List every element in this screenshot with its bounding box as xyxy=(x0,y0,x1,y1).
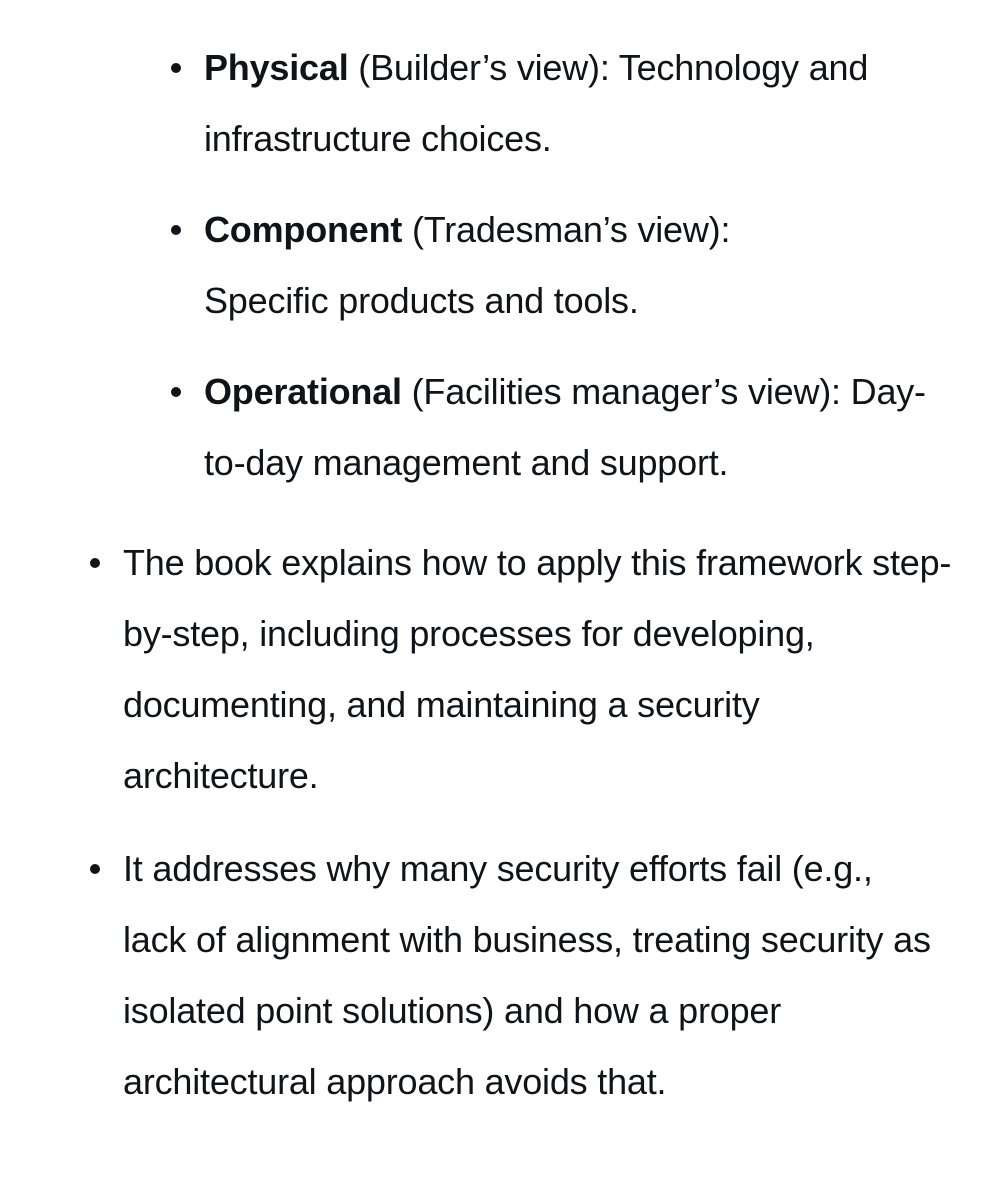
list-item xyxy=(204,32,904,174)
list-item xyxy=(204,356,964,498)
list-item xyxy=(204,194,824,336)
bullet-list xyxy=(123,527,963,1139)
list-item-text: (Builder’s view): Technology and infrastructure choices. xyxy=(204,47,869,159)
list-item-text: (Tradesman’s view): Specific products and tools. xyxy=(204,209,731,321)
list-item: It addresses why many security efforts fail (e.g., lack of alignment with business, treating security as isolated point solutions) and how a proper architectural approach avoids that. xyxy=(123,833,943,1117)
list-item-term: Operational xyxy=(204,371,402,412)
list-item-text: (Facilities manager’s view): Day-to-day management and support. xyxy=(204,371,926,483)
list-item-term: Component xyxy=(204,209,403,250)
list-item: The book explains how to apply this framework step-by-step, including processes for developing, documenting, and maintaining a security architecture. xyxy=(123,527,953,811)
nested-bullet-list xyxy=(204,32,974,518)
list-item-term: Physical xyxy=(204,47,349,88)
